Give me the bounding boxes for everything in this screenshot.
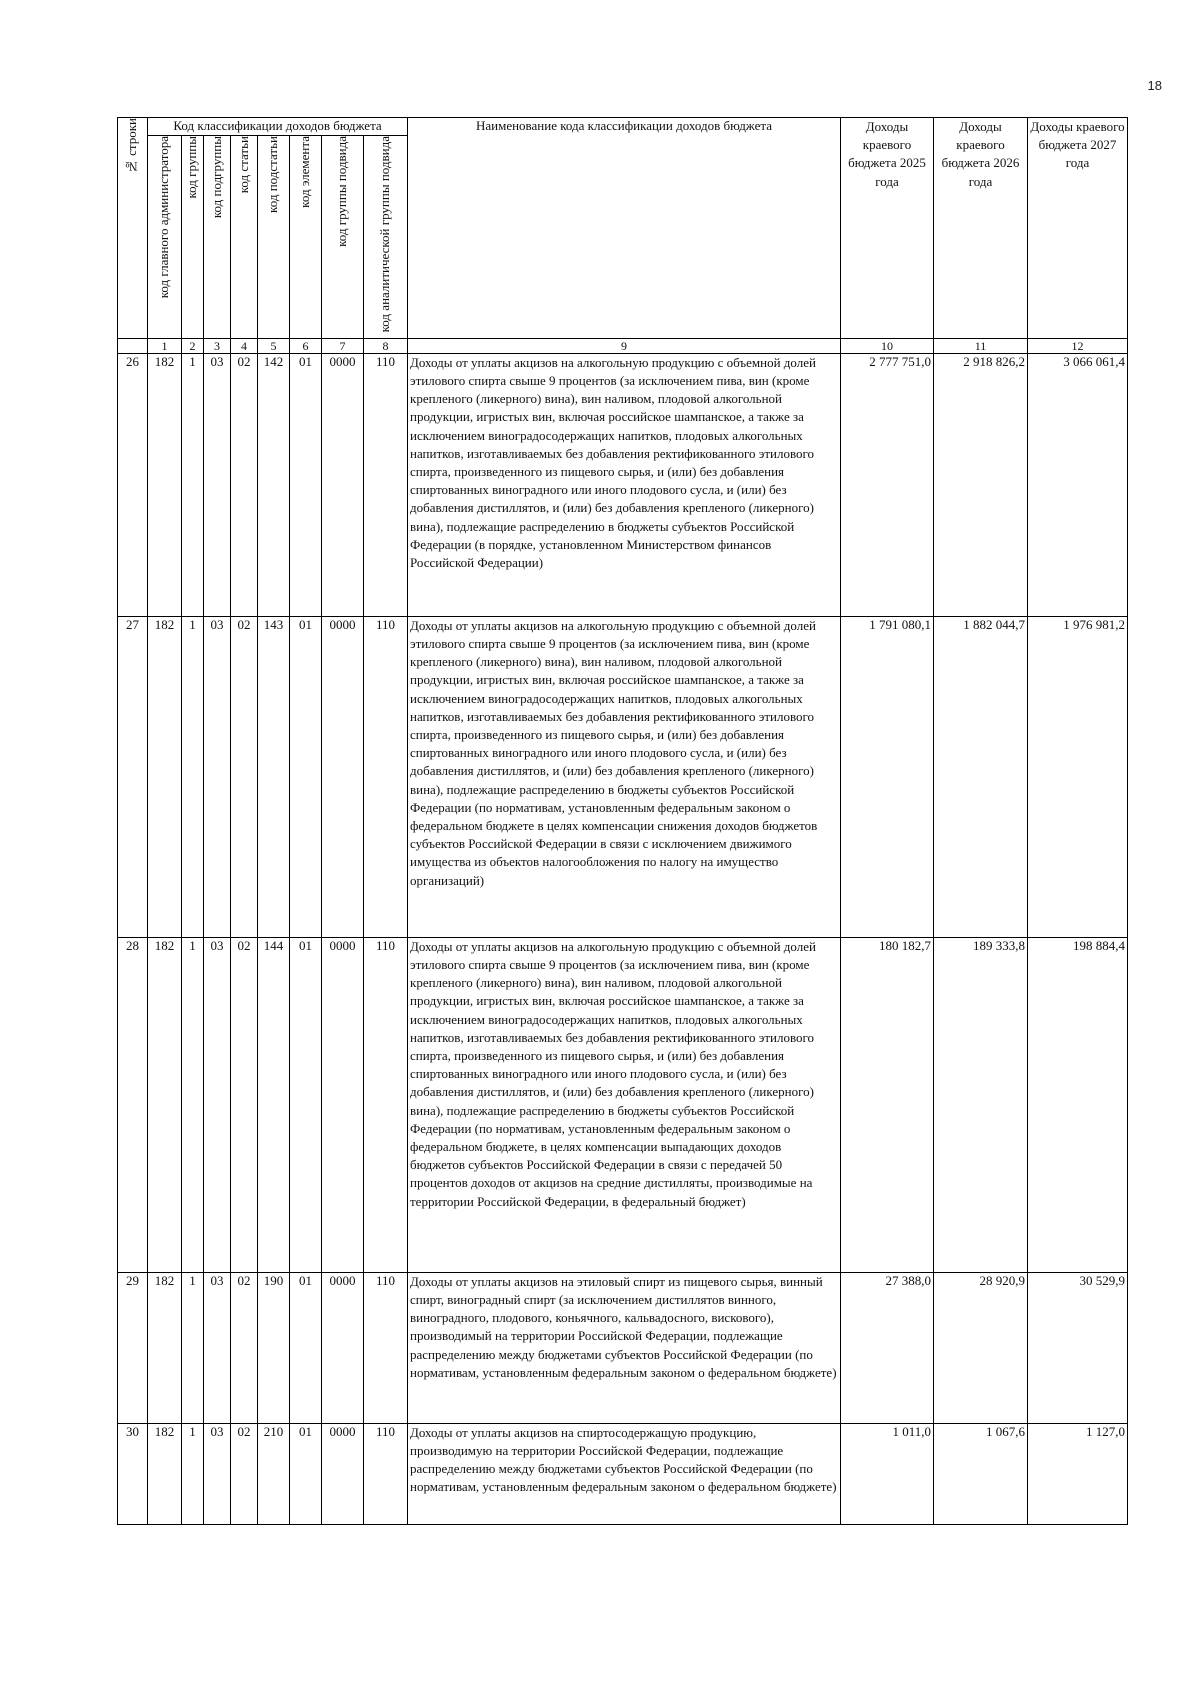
column-number: 8 [364,338,408,353]
value-2025: 180 182,7 [841,937,934,1272]
revenue-name: Доходы от уплаты акцизов на алкогольную продукцию с объемной долей этилового спирта свыше 9 процентов (за исключением пива, вин (кроме крепленого (ликерного) вина), вин наливом, плодовой алкогольной продукции, игристых вин, включая российское шампанское, а также за исключением виноградосодержащих напитков, плодовых алкогольных напитков, изготавливаемых без добавления ректификованного этилового спирта, произведенного из пищевого сырья, и (или) без добавления спиртованных виноградного или иного плодового сусла, и (или) без добавления дистиллятов, и (или) без добавления крепленого (ликерного) вина), подлежащие распределению в бюджеты субъектов Российской Федерации (по нормативам, установленным федеральным законом о федеральном бюджете, в целях компенсации выпадающих доходов бюджетов субъектов Российской Федерации в связи с передачей 50 процентов доходов от акцизов на средние дистилляты, производимые на территории Российской Федерации, в федеральный бюджет) [408,937,841,1272]
column-number: 4 [231,338,258,353]
value-2026: 189 333,8 [934,937,1028,1272]
table-row [118,937,1128,1272]
row-number: 29 [118,1272,148,1423]
column-number: 9 [408,338,841,353]
row-number: 27 [118,616,148,937]
value-2027: 1 976 981,2 [1028,616,1128,937]
header-row-no: № строки [118,118,148,339]
code-admin: 182 [148,937,182,1272]
code-element: 01 [290,353,322,616]
code-analytic-group: 110 [364,1423,408,1524]
code-admin: 182 [148,1272,182,1423]
code-group: 1 [182,1272,204,1423]
revenue-name: Доходы от уплаты акцизов на этиловый спирт из пищевого сырья, винный спирт, виноградный спирт (за исключением дистиллятов винного, виноградного, плодового, коньячного, кальвадосного, вискового), производимый на территории Российской Федерации, подлежащие распределению между бюджетами субъектов Российской Федерации (по нормативам, установленным федеральным законом о федеральном бюджете) [408,1272,841,1423]
code-admin: 182 [148,353,182,616]
value-2027: 30 529,9 [1028,1272,1128,1423]
column-number: 7 [322,338,364,353]
code-subgroup: 03 [204,937,231,1272]
code-subgroup: 03 [204,1272,231,1423]
value-2027: 3 066 061,4 [1028,353,1128,616]
code-group: 1 [182,353,204,616]
code-article: 02 [231,1423,258,1524]
header-code-subtype-group: код группы подвида [322,135,364,338]
column-number: 12 [1028,338,1128,353]
code-article: 02 [231,353,258,616]
code-subarticle: 190 [258,1272,290,1423]
code-analytic-group: 110 [364,616,408,937]
code-subgroup: 03 [204,353,231,616]
value-2025: 1 011,0 [841,1423,934,1524]
column-number: 6 [290,338,322,353]
code-subtype-group: 0000 [322,1423,364,1524]
value-2025: 2 777 751,0 [841,353,934,616]
code-analytic-group: 110 [364,937,408,1272]
column-number: 11 [934,338,1028,353]
code-subarticle: 142 [258,353,290,616]
revenue-name: Доходы от уплаты акцизов на спиртосодержащую продукцию, производимую на территории Российской Федерации, подлежащие распределению между бюджетами субъектов Российской Федерации (по нормативам, установленным федеральным законом о федеральном бюджете) [408,1423,841,1524]
revenue-name: Доходы от уплаты акцизов на алкогольную продукцию с объемной долей этилового спирта свыше 9 процентов (за исключением пива, вин (кроме крепленого (ликерного) вина), вин наливом, плодовой алкогольной продукции, игристых вин, включая российское шампанское, а также за исключением виноградосодержащих напитков, плодовых алкогольных напитков, изготавливаемых без добавления ректификованного этилового спирта, произведенного из пищевого сырья, и (или) без добавления спиртованных виноградного или иного плодового сусла, и (или) без добавления дистиллятов, и (или) без добавления крепленого (ликерного) вина), подлежащие распределению в бюджеты субъектов Российской Федерации (в порядке, установленном Министерством финансов Российской Федерации) [408,353,841,616]
code-element: 01 [290,616,322,937]
code-group: 1 [182,937,204,1272]
header-name: Наименование кода классификации доходов бюджета [408,118,841,339]
row-number: 28 [118,937,148,1272]
column-number: 3 [204,338,231,353]
code-article: 02 [231,1272,258,1423]
column-number [118,338,148,353]
code-analytic-group: 110 [364,353,408,616]
column-number: 1 [148,338,182,353]
code-subgroup: 03 [204,1423,231,1524]
code-group: 1 [182,1423,204,1524]
table-row [118,1423,1128,1524]
header-year-2025: Доходы краевого бюджета 2025 года [841,118,934,339]
code-subtype-group: 0000 [322,353,364,616]
value-2026: 2 918 826,2 [934,353,1028,616]
header-code-group-col: код группы [182,135,204,338]
code-article: 02 [231,616,258,937]
code-subarticle: 144 [258,937,290,1272]
column-number: 2 [182,338,204,353]
value-2025: 1 791 080,1 [841,616,934,937]
header-year-2026: Доходы краевого бюджета 2026 года [934,118,1028,339]
header-code-group: Код классификации доходов бюджета [148,118,408,136]
value-2026: 28 920,9 [934,1272,1028,1423]
budget-revenue-table [117,117,1128,1525]
code-subtype-group: 0000 [322,616,364,937]
value-2025: 27 388,0 [841,1272,934,1423]
code-element: 01 [290,937,322,1272]
code-subtype-group: 0000 [322,1272,364,1423]
header-year-2027: Доходы краевого бюджета 2027 года [1028,118,1128,339]
value-2027: 1 127,0 [1028,1423,1128,1524]
code-admin: 182 [148,1423,182,1524]
revenue-name: Доходы от уплаты акцизов на алкогольную продукцию с объемной долей этилового спирта свыше 9 процентов (за исключением пива, вин (кроме крепленого (ликерного) вина), вин наливом, плодовой алкогольной продукции, игристых вин, включая российское шампанское, а также за исключением виноградосодержащих напитков, плодовых алкогольных напитков, изготавливаемых без добавления ректификованного этилового спирта, произведенного из пищевого сырья, и (или) без добавления спиртованных виноградного или иного плодового сусла, и (или) без добавления дистиллятов, и (или) без добавления крепленого (ликерного) вина), подлежащие распределению в бюджеты субъектов Российской Федерации (по нормативам, установленным федеральным законом о федеральном бюджете в целях компенсации снижения доходов бюджетов субъектов Российской Федерации в связи с исключением движимого имущества из объектов налогообложения по налогу на имущество организаций) [408,616,841,937]
header-code-element: код элемента [290,135,322,338]
code-element: 01 [290,1272,322,1423]
code-admin: 182 [148,616,182,937]
header-code-subarticle: код подстатьи [258,135,290,338]
code-article: 02 [231,937,258,1272]
column-numbers-row [118,338,1128,353]
column-number: 5 [258,338,290,353]
column-number: 10 [841,338,934,353]
table-row [118,353,1128,616]
value-2026: 1 067,6 [934,1423,1028,1524]
row-number: 26 [118,353,148,616]
header-code-admin: код главного администратора [148,135,182,338]
page-number: 18 [1147,78,1162,93]
code-subarticle: 210 [258,1423,290,1524]
code-analytic-group: 110 [364,1272,408,1423]
header-code-subgroup: код подгруппы [204,135,231,338]
header-code-analytic-group: код аналитической группы подвида [364,135,408,338]
code-subgroup: 03 [204,616,231,937]
table-row [118,1272,1128,1423]
code-subtype-group: 0000 [322,937,364,1272]
value-2027: 198 884,4 [1028,937,1128,1272]
value-2026: 1 882 044,7 [934,616,1028,937]
row-number: 30 [118,1423,148,1524]
code-element: 01 [290,1423,322,1524]
code-subarticle: 143 [258,616,290,937]
header-code-article: код статьи [231,135,258,338]
table-row [118,616,1128,937]
code-group: 1 [182,616,204,937]
